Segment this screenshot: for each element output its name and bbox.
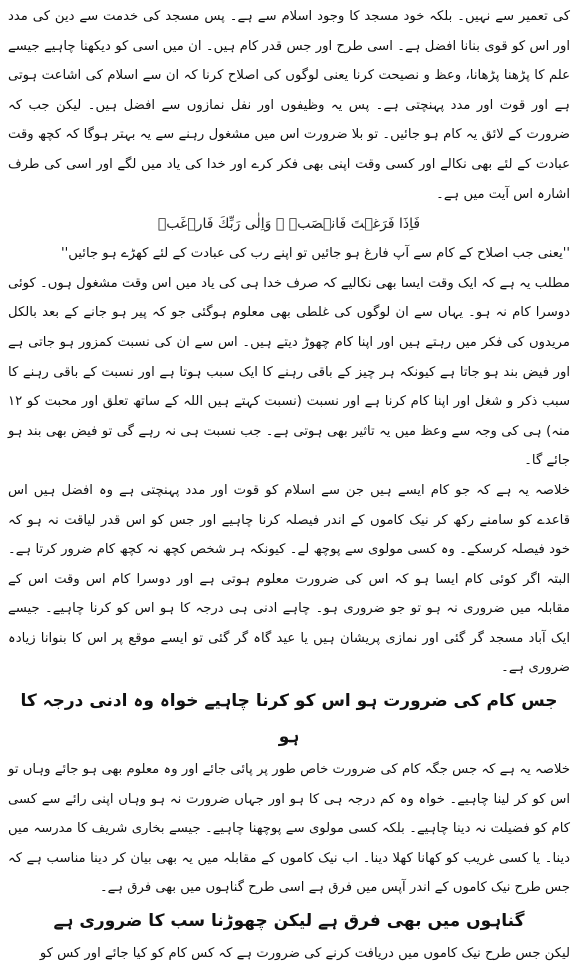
paragraph-summary: خلاصہ یہ ہے کہ جو کام ایسے ہیں جن سے اسلام کو قوت اور مدد پہنچتی ہے وہ افضل ہیں اس قاعدے کو سامنے رکھ کر نیک کاموں کے اندر فیصلہ کرنا چاہیے اور جس کو اس قدر لیاقت نہ ہو کہ خود فیصلہ کرسکے۔ وہ کسی مولوی سے پوچھ لے۔ کیونکہ ہر شخص کچھ نہ کچھ کام ضرور کرتا ہے۔ البتہ اگر کوئی کام ایسا ہو کہ اس کی ضرورت معلوم ہوتی ہے اور دوسرا کام اس وقت اس کے مقابلہ میں ضروری نہ ہو تو جو ضروری ہو۔ چاہے ادنی ہی درجہ کا ہو اس کو کرنا چاہیے۔ جیسے ایک آباد مسجد گر گئی اور نمازی پریشان ہیں یا عید گاہ گر گئی تو ایسے موقع پر اس کا بنوانا زیادہ ضروری ہے۔: [8, 482, 570, 676]
quran-verse: فَاِذَا فَرَغۡتَ فَانۡصَبۡ ۙ وَاِلٰى رَبِّكَ فَارۡغَبۡ: [157, 216, 421, 233]
paragraph-summary-necessity: خلاصہ یہ ہے کہ جس جگہ کام کی ضرورت خاص طور پر پائی جائے اور وہ معلوم بھی ہو جائے وہاں تو اس کو کر لینا چاہیے۔ خواہ وہ کم درجہ ہی کا ہو اور جہاں ضرورت نہ ہو وہاں اپنی رائے سے کسی کام کو فضیلت نہ دینا چاہیے۔ بلکہ کسی مولوی سے پوچھنا چاہیے۔ جیسے بخاری شریف کا مدرسہ میں دینا۔ یا کسی غریب کو کھانا کھلا دینا۔ اب نیک کاموں کے مقابلہ میں یہ بھی بیان کر دینا مناسب ہے کہ جس طرح نیک کاموں کے اندر آپس میں فرق ہے اسی طرح گناہوں میں بھی فرق ہے۔: [8, 762, 570, 896]
section-heading-necessity: جس کام کی ضرورت ہو اس کو کرنا چاہیے خواہ وہ ادنی درجہ کا ہو: [20, 691, 558, 748]
paragraph-mosque-and-service: کی تعمیر سے نہیں۔ بلکہ خود مسجد کا وجود اسلام سے ہے۔ پس مسجد کی خدمت سے دین کی مدد اور اس کو قوی بنانا افضل ہے۔ اسی طرح اور جس قدر کام ہیں۔ ان میں اسی کو دیکھنا چاہیے جیسے علم کا پڑھنا پڑھانا، وعظ و نصیحت کرنا یعنی لوگوں کی اصلاح کرنا کہ ان سے اسلام کی اشاعت ہوتی ہے اور قوت اور مدد پہنچتی ہے۔ پس یہ وظیفوں اور نفل نمازوں سے افضل ہیں۔ لیکن جب کہ ضرورت کے لائق یہ کام ہو جائیں۔ تو بلا ضرورت اس میں مشغول رہنے سے یہ بہتر ہوگا کہ کچھ وقت عبادت کے لئے بھی نکالے اور کسی وقت اپنی بھی فکر کرے اور خدا کی یاد میں لگے اور اسی کی طرف اشارہ اس آیت میں ہے۔: [8, 9, 570, 202]
section-heading-sins: گناہوں میں بھی فرق ہے لیکن چھوڑنا سب کا ضروری ہے: [53, 911, 525, 932]
paragraph-sins-intro: لیکن جس طرح نیک کاموں میں دریافت کرنے کی ضرورت ہے کہ کس کام کو کیا جائے اور کس کو: [39, 946, 570, 962]
paragraph-verse-translation: ''یعنی جب اصلاح کے کام سے آپ فارغ ہو جائیں تو اپنے رب کی عبادت کے لئے کھڑے ہو جائیں'': [61, 246, 570, 262]
paragraph-meaning: مطلب یہ ہے کہ ایک وقت ایسا بھی نکالیے کہ صرف خدا ہی کی یاد میں اس وقت مشغول ہوں۔ کوئی دوسرا کام نہ ہو۔ یہاں سے ان لوگوں کی غلطی بھی معلوم ہوگئی جو کہ پیر ہو جانے کے بعد بالکل مریدوں کی فکر میں رہتے ہیں اور اپنا کام چھوڑ دیتے ہیں۔ اس سے ان کی نسبت کمزور ہو جاتی ہے اور فیض بند ہو جاتا ہے کیونکہ ہر چیز کے باقی رہنے کا ایک سبب ہوتا ہے اور نسبت کے باقی رہنے کا سبب ذکر و شغل اور اپنا کام کرنا ہے اور نسبت (نسبت کہتے ہیں اللہ کے ساتھ تعلق اور محبت کو ۱۲ منہ) ہی کی وجہ سے وعظ میں یہ تاثیر بھی ہوتی ہے۔ جب نسبت ہی نہ رہے گی تو فیض بھی بند ہو جائے گا۔: [8, 275, 570, 469]
